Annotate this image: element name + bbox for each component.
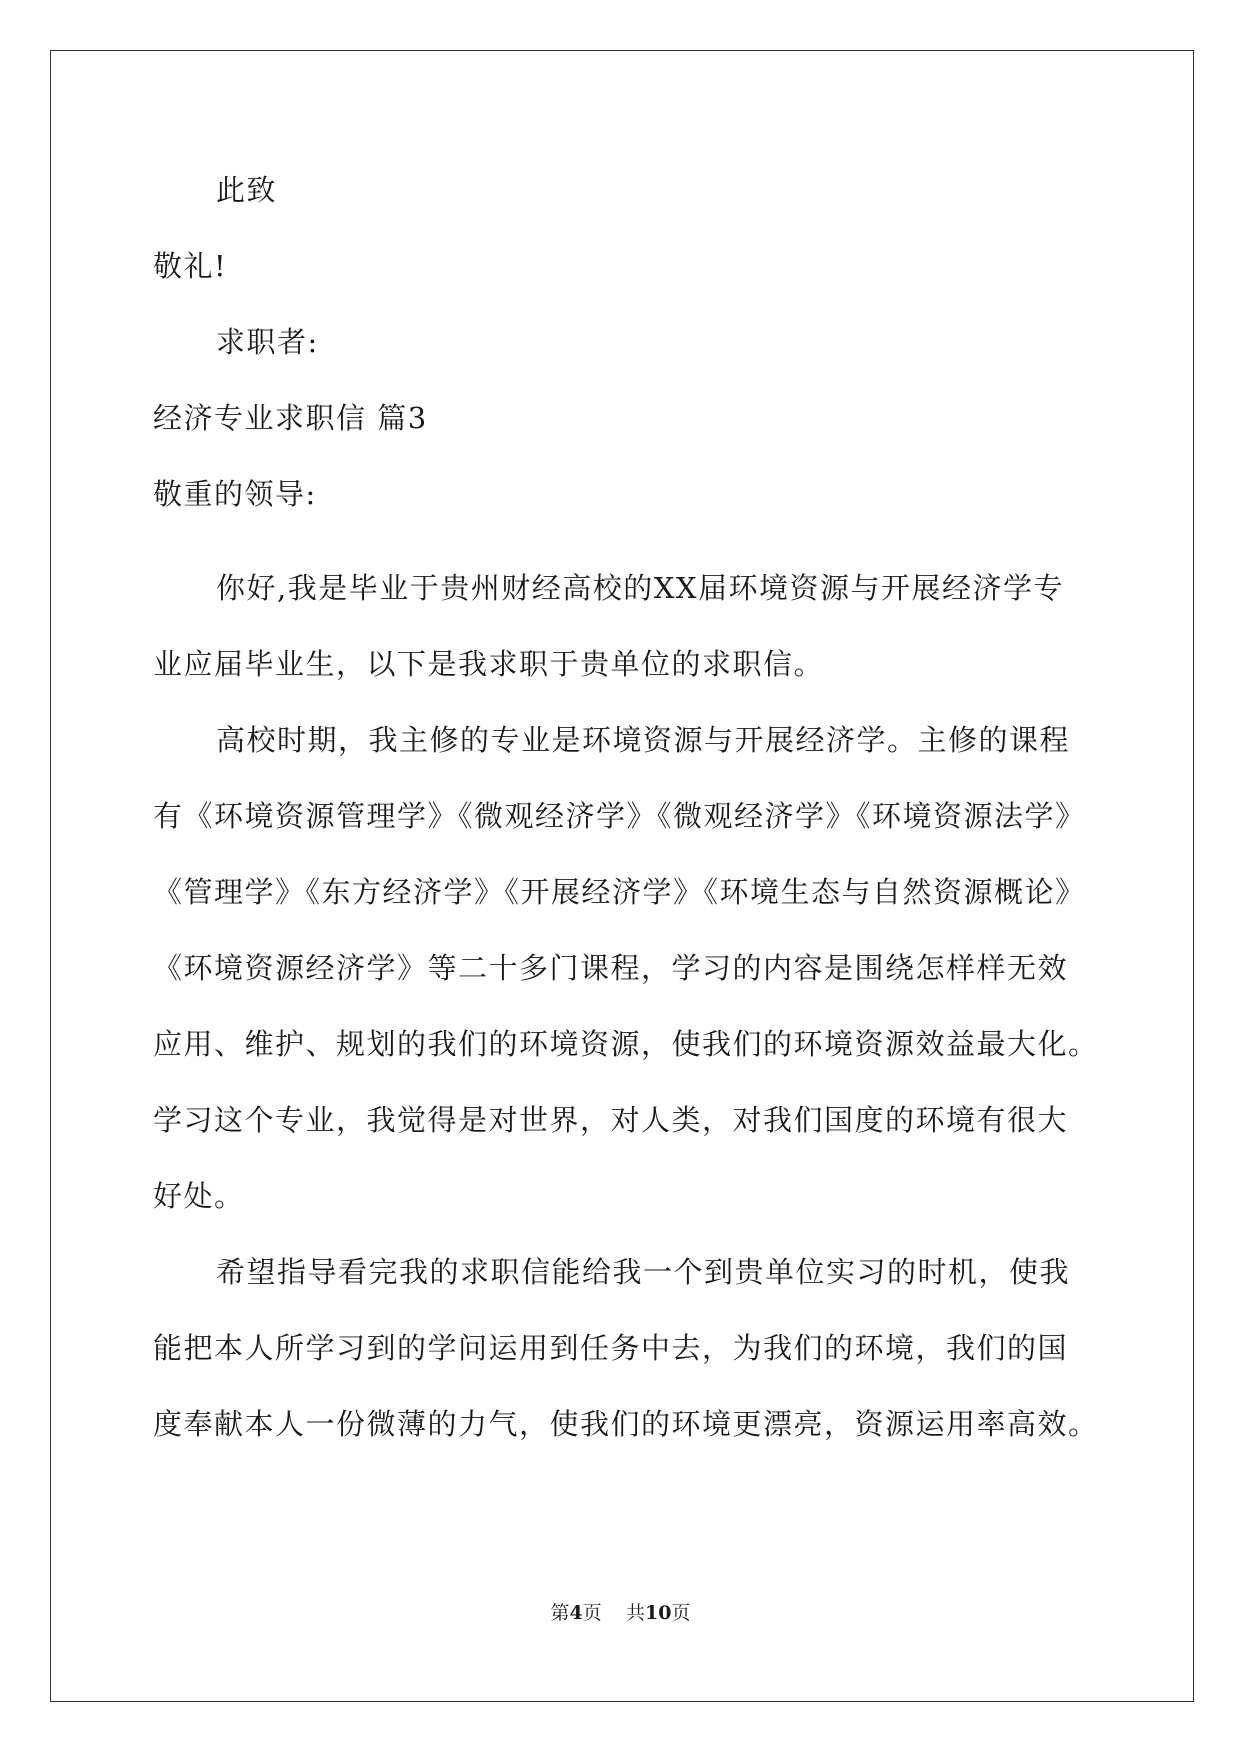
body-line: 有《环境资源管理学》《微观经济学》《微观经济学》《环境资源法学》	[153, 799, 1086, 833]
body-line: 高校时期，我主修的专业是环境资源与开展经济学。主修的课程	[216, 723, 1071, 757]
body-line: 应用、维护、规划的我们的环境资源，使我们的环境资源效益最大化。	[153, 1027, 1099, 1061]
footer-total-prefix: 共	[625, 1602, 645, 1624]
body-line: 《环境资源经济学》等二十多门课程，学习的内容是围绕怎样样无效	[153, 951, 1069, 985]
body-line: 《管理学》《东方经济学》《开展经济学》《环境生态与自然资源概论》	[153, 875, 1086, 909]
footer-page-unit: 页	[582, 1602, 602, 1624]
page-footer	[0, 1600, 1241, 1626]
closing-line-2: 敬礼!	[153, 249, 228, 283]
body-line: 能把本人所学习到的学问运用到任务中去，为我们的环境，我们的国	[153, 1331, 1069, 1365]
body-line: 好处。	[153, 1179, 245, 1213]
footer-total-unit: 页	[671, 1602, 691, 1624]
body-line: 你好,我是毕业于贵州财经高校的XX届环境资源与开展经济学专	[216, 571, 1065, 605]
signature-line: 求职者:	[216, 325, 319, 359]
body-line: 业应届毕业生，以下是我求职于贵单位的求职信。	[153, 647, 825, 681]
body-line: 希望指导看完我的求职信能给我一个到贵单位实习的时机，使我	[216, 1255, 1071, 1289]
closing-line-1: 此致	[216, 173, 278, 207]
body-line: 度奉献本人一份微薄的力气，使我们的环境更漂亮，资源运用率高效。	[153, 1407, 1099, 1441]
section-title: 经济专业求职信 篇3	[153, 401, 428, 435]
body-line: 学习这个专业，我觉得是对世界，对人类，对我们国度的环境有很大	[153, 1103, 1069, 1137]
total-pages-number: 10	[644, 1602, 672, 1624]
current-page-number: 4	[569, 1602, 583, 1624]
footer-prefix: 第	[550, 1602, 570, 1624]
salutation: 敬重的领导:	[153, 477, 317, 511]
